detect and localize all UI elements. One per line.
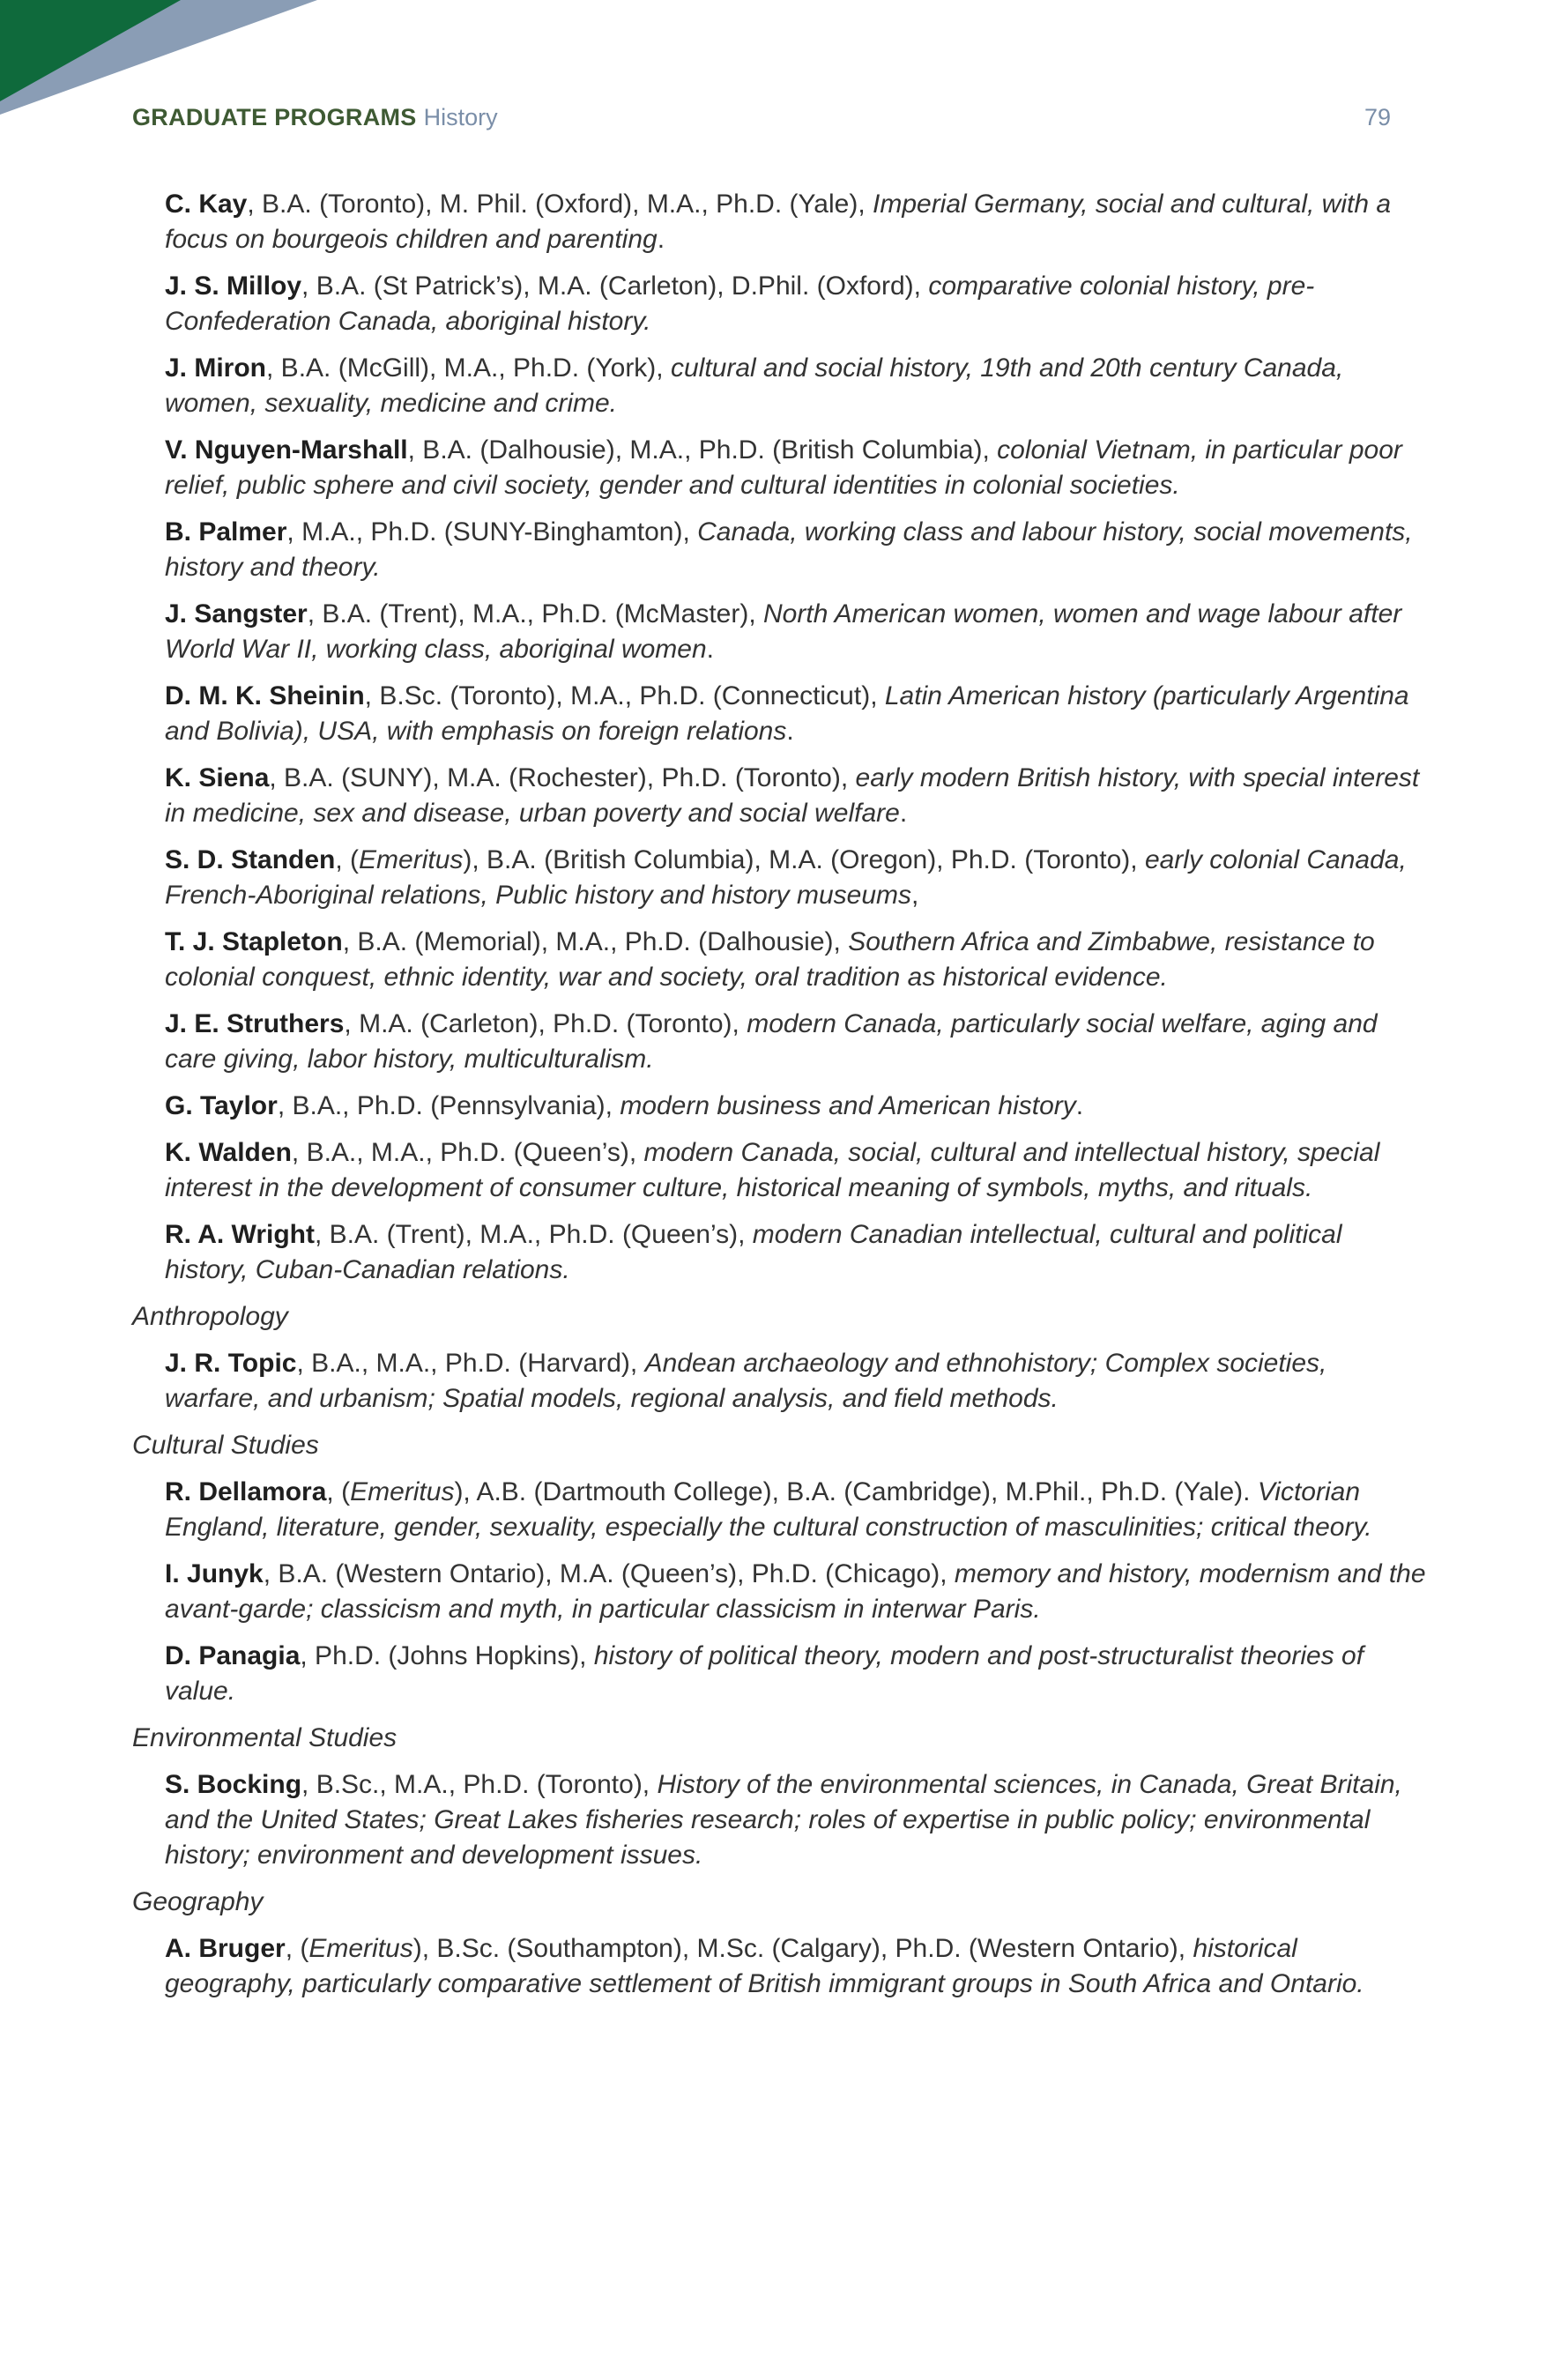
faculty-credentials: , B.A. (SUNY), M.A. (Rochester), Ph.D. (Toronto),: [269, 763, 856, 792]
research-field: cultural and social history, 19th and 20th century Canada, women, sexuality, medicine and crime.: [165, 353, 1344, 418]
faculty-credentials: , B.A. (Dalhousie), M.A., Ph.D. (British Columbia),: [407, 435, 998, 465]
faculty-credentials: , B.Sc., M.A., Ph.D. (Toronto),: [301, 1770, 658, 1799]
faculty-name: K. Walden: [165, 1138, 292, 1167]
category-heading: Anthropology: [132, 1302, 288, 1331]
research-field: Victorian England, literature, gender, sexuality, especially the cultural construction of masculinities; critical theory.: [165, 1477, 1372, 1542]
faculty-name: B. Palmer: [165, 517, 287, 547]
faculty-name: C. Kay: [165, 190, 248, 219]
category-heading: Environmental Studies: [132, 1723, 398, 1752]
research-field: Imperial Germany, social and cultural, with a focus on bourgeois children and parenting: [165, 190, 1392, 254]
faculty-name: J. Sangster: [165, 599, 308, 628]
faculty-name: R. Dellamora: [165, 1477, 327, 1506]
faculty-entry: [165, 1217, 1428, 1288]
faculty-entry: [165, 1767, 1428, 1873]
faculty-entry: [165, 761, 1428, 831]
faculty-credentials: , B.A., M.A., Ph.D. (Queen’s),: [291, 1138, 644, 1167]
faculty-credentials: ), A.B. (Dartmouth College), B.A. (Cambridge), M.Phil., Ph.D. (Yale).: [454, 1477, 1258, 1506]
faculty-name: T. J. Stapleton: [165, 927, 343, 956]
faculty-name: K. Siena: [165, 763, 270, 792]
emeritus-label: Emeritus: [359, 845, 464, 874]
entry-punctuation: .: [786, 717, 794, 746]
faculty-name: I. Junyk: [165, 1559, 264, 1588]
category-heading: Geography: [132, 1887, 264, 1916]
emeritus-label: Emeritus: [350, 1477, 455, 1506]
faculty-credentials: ), B.A. (British Columbia), M.A. (Oregon), Ph.D. (Toronto),: [463, 845, 1145, 874]
research-field: Southern Africa and Zimbabwe, resistance to colonial conquest, ethnic identity, war and society, oral tradition as historical evidence.: [165, 927, 1375, 992]
faculty-name: D. M. K. Sheinin: [165, 681, 365, 710]
faculty-credentials: , M.A., Ph.D. (SUNY-Binghamton),: [286, 517, 698, 547]
entry-punctuation: .: [899, 799, 908, 828]
faculty-credentials: , B.A. (Memorial), M.A., Ph.D. (Dalhousie),: [342, 927, 849, 956]
emeritus-label: Emeritus: [308, 1934, 413, 1963]
research-field: Canada, working class and labour history, social movements, history and theory.: [165, 517, 1413, 582]
faculty-entry: A. Bruger, (Emeritus), B.Sc. (Southampton), M.Sc. (Calgary), Ph.D. (Western Ontario), historical geography, particularly comparative settlement of British immigrant groups in South Africa and Ontario.: [165, 1934, 1364, 1998]
research-field: modern Canada, social, cultural and intellectual history, special interest in the development of consumer culture, historical meaning of symbols, myths, and rituals.: [165, 1138, 1380, 1202]
faculty-entry: [165, 1639, 1428, 1709]
research-field: History of the environmental sciences, in Canada, Great Britain, and the United States; Great Lakes fisheries research; roles of expertise in public policy; environmental history; environment and development issues.: [165, 1770, 1402, 1870]
corner-decoration: [0, 0, 317, 176]
header-department: History: [423, 104, 498, 130]
faculty-credentials: , B.A., Ph.D. (Pennsylvania),: [277, 1091, 620, 1120]
faculty-entry: [165, 1089, 1428, 1124]
faculty-entry: [165, 187, 1428, 257]
faculty-name: G. Taylor: [165, 1091, 278, 1120]
faculty-credentials: , B.A. (St Patrick’s), M.A. (Carleton), D.Phil. (Oxford),: [301, 271, 929, 301]
faculty-credentials: , B.A. (Trent), M.A., Ph.D. (Queen’s),: [314, 1220, 753, 1249]
faculty-entry: [165, 597, 1428, 667]
faculty-entry: R. Dellamora, (Emeritus), A.B. (Dartmouth College), B.A. (Cambridge), M.Phil., Ph.D. (Yale). Victorian England, literature, gender, sexuality, especially the cultural construction of masculinities; critical theory.: [165, 1477, 1372, 1542]
faculty-list: [132, 187, 1428, 2013]
page-number: 79: [1364, 104, 1391, 130]
category-heading: Cultural Studies: [132, 1431, 319, 1460]
faculty-name: J. Miron: [165, 353, 267, 383]
research-field: modern Canada, particularly social welfare, aging and care giving, labor history, multiculturalism.: [165, 1009, 1378, 1074]
entry-punctuation: .: [657, 225, 665, 254]
faculty-entry: [165, 1346, 1428, 1417]
research-field: Latin American history (particularly Argentina and Bolivia), USA, with emphasis on foreign relations: [165, 681, 1409, 746]
faculty-name: S. Bocking: [165, 1770, 302, 1799]
faculty-entry: [165, 433, 1428, 503]
faculty-name: D. Panagia: [165, 1641, 301, 1670]
header-section: GRADUATE PROGRAMS: [132, 104, 417, 130]
faculty-entry: [165, 515, 1428, 585]
running-header: [132, 100, 1391, 135]
faculty-entry: [165, 1557, 1428, 1627]
research-field: early colonial Canada, French-Aboriginal relations, Public history and history museums: [165, 845, 1407, 910]
faculty-name: A. Bruger: [165, 1934, 286, 1963]
faculty-name: R. A. Wright: [165, 1220, 315, 1249]
faculty-credentials: , M.A. (Carleton), Ph.D. (Toronto),: [344, 1009, 747, 1038]
research-field: history of political theory, modern and post-structuralist theories of value.: [165, 1641, 1364, 1706]
faculty-entry: [165, 1007, 1428, 1077]
faculty-credentials: , B.A. (McGill), M.A., Ph.D. (York),: [266, 353, 671, 383]
entry-punctuation: .: [706, 635, 715, 664]
faculty-entry: [165, 679, 1428, 749]
entry-punctuation: ,: [911, 881, 919, 910]
faculty-credentials: , B.A. (Trent), M.A., Ph.D. (McMaster),: [307, 599, 764, 628]
faculty-entry: [165, 269, 1428, 339]
faculty-credentials: , B.A., M.A., Ph.D. (Harvard),: [296, 1349, 645, 1378]
research-field: comparative colonial history, pre-Confederation Canada, aboriginal history.: [165, 271, 1315, 336]
faculty-entry: S. D. Standen, (Emeritus), B.A. (British Columbia), M.A. (Oregon), Ph.D. (Toronto), early colonial Canada, French-Aboriginal relations, Public history and history museums,: [165, 845, 1407, 910]
entry-punctuation: .: [1075, 1091, 1084, 1120]
faculty-name: S. D. Standen: [165, 845, 336, 874]
research-field: historical geography, particularly comparative settlement of British immigrant groups in South Africa and Ontario.: [165, 1934, 1364, 1998]
faculty-credentials: , B.A. (Toronto), M. Phil. (Oxford), M.A., Ph.D. (Yale),: [247, 190, 873, 219]
research-field: North American women, women and wage labour after World War II, working class, aboriginal women: [165, 599, 1402, 664]
faculty-credentials: , B.Sc. (Toronto), M.A., Ph.D. (Connecticut),: [364, 681, 885, 710]
faculty-entry: [165, 925, 1428, 995]
research-field: colonial Vietnam, in particular poor relief, public sphere and civil society, gender and cultural identities in colonial societies.: [165, 435, 1402, 500]
research-field: modern business and American history: [620, 1091, 1076, 1120]
research-field: modern Canadian intellectual, cultural and political history, Cuban-Canadian relations.: [165, 1220, 1342, 1284]
faculty-name: J. E. Struthers: [165, 1009, 345, 1038]
faculty-name: J. S. Milloy: [165, 271, 302, 301]
faculty-entry: [165, 1135, 1428, 1206]
research-field: early modern British history, with special interest in medicine, sex and disease, urban poverty and social welfare: [165, 763, 1420, 828]
faculty-entry: [165, 351, 1428, 421]
research-field: Andean archaeology and ethnohistory; Complex societies, warfare, and urbanism; Spatial models, regional analysis, and field methods.: [165, 1349, 1327, 1413]
faculty-credentials: ), B.Sc. (Southampton), M.Sc. (Calgary), Ph.D. (Western Ontario),: [412, 1934, 1193, 1963]
research-field: memory and history, modernism and the avant-garde; classicism and myth, in particular classicism in interwar Paris.: [165, 1559, 1426, 1624]
faculty-credentials: , B.A. (Western Ontario), M.A. (Queen’s), Ph.D. (Chicago),: [263, 1559, 955, 1588]
faculty-name: V. Nguyen-Marshall: [165, 435, 408, 465]
faculty-credentials: , Ph.D. (Johns Hopkins),: [300, 1641, 594, 1670]
faculty-name: J. R. Topic: [165, 1349, 297, 1378]
